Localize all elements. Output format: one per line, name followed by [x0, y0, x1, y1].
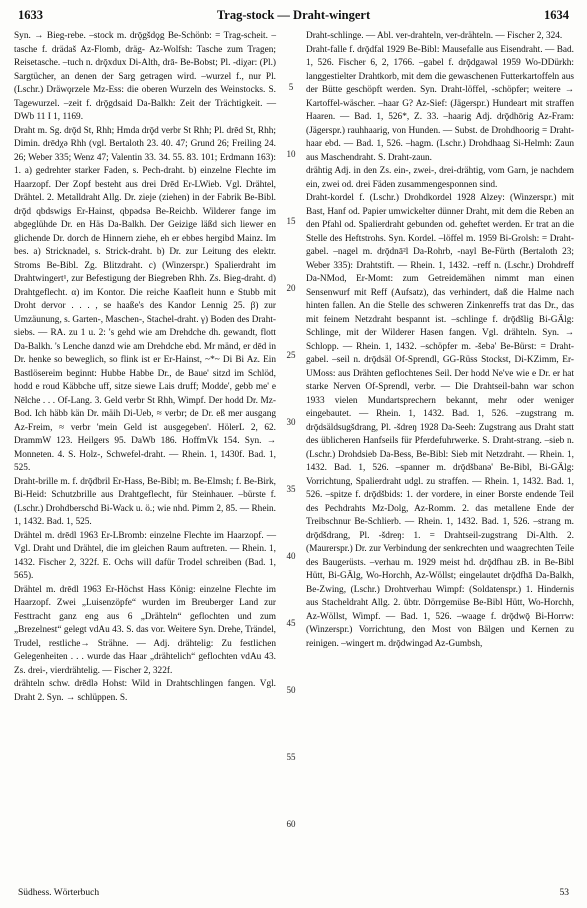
right-page-number: 1634 — [544, 8, 569, 22]
line-number: 40 — [286, 551, 296, 561]
entry-paragraph: Syn. → Bieg-rebe. –stock m. drǭgšdǫg Be-Schönb: = Trag-scheit. –tasche f. drädaš Az-Flomb, dräg- Az-Wolfsh: Tasche zum Tragen; Reisetasche. –tuch n. drǭxdux Di-Alth, drā- Be-Bobst; Pl. -diχǝr: (Pl.) Sargtücher, an denen der Sarg getragen wird. –wurzel f., nur Pl. (Lschr.) Dräwǫrzele Mz-Ess: die oberen Wurzeln des Weinstocks. S. Tagewurzel. –zeit f. drǭgdsaid Da-Balkh: Zeit der Trächtigkeit. — DWb 11 I 1, 1169. — [14, 31, 276, 122]
line-number: 20 — [286, 283, 296, 293]
line-number: 5 — [288, 82, 294, 92]
entry-paragraph: drähtig Adj. in den Zs. ein-, zwei-, drei-drähtig, vom Garn, je nachdem ein, zwei od. drei Fäden zusammengesponnen sind. — [306, 166, 574, 190]
footer-publication: Südhess. Wörterbuch — [18, 888, 100, 898]
header-title: Trag-stock — Draht-wingert — [216, 8, 371, 22]
entry-paragraph: Draht-falle f. drǭdfal 1929 Be-Bibl: Mausefalle aus Eisendraht. — Bad. 1, 526. Fischer 6, 2, 1766. –gabel f. drǭdgawǝl 1959 Wo-DDürkh: langgestielter Drahtkorb, mit dem die gewaschenen Futterkartoffeln aus der Bütte geschöpft werden. Syn. Draht-löffel, -schöpfer; weitere → Kartoffel-wäscher. –haar G? Az-Sief: (Jägerspr.) Hundeart mit straffen Haaren. — Bad. 1, 526*, Z. 33. –haarig Adj. drǭdhōrig Az-Fram: (Jägerspr.) rauhhaarig, von Hunden. — Subst. de Drohdhoorig = Draht-haar ebd. — Bad. 1, 526. –hagm. (Lschr.) Drohdhaag Si-Helmh: Zaun aus Maschendraht. S. Draht-zaun. — [306, 44, 574, 163]
line-number: 15 — [286, 216, 296, 226]
entry-paragraph: Draht m. Sg. drǭd St, Rhh; Hmda drǭd verbr St Rhh; Pl. drēd St, Rhh; Dimin. drēdχǝ Rhh (vgl. Bertaloth 23. 40. 47; Grund 26; Freiling 24. 26; Weber 335; Wenz 47; Valentin 33. 34. 55. 83. 101; Erdmann 163): 1. a) gedrehter starker Faden, s. Pech-draht. b) einzelne Flechte im Haarzopf. Der Zopf besteht aus drei Drēd Er-LWieb. Vgl. Drähtel, Drähtel. 2. Metalldraht Allg. Dr. zieje (ziehen) in der Fabrik Be-Bibl. drǭd qbdswigs Er-Hainst, qbpǝdsǝ Be-Reichb. Wilderer fange im abgeglühde Dr. en Häs Da-Balkh. Der Geizige läßd sich liewer en glichende Dr. dorch de Hinnern ziehe, eh er ebbes hergibd Mainz. Im bes. a) Stricknadel, s. Strick-draht. b) Dr. zur Leitung des elektr. Stroms Be-Bibl. Zg. Blitzdraht. c) (Winzerspr.) Spalierdraht im Drahtwingert¹, zur Befestigung der Biegreben Rhh. Zs. Bieg-draht. d) Drahtgeflecht. α) im Kontor. Die reiche Kaafleit hunn e Stubb mit Droht dervor . . . , se haaße's des Kandor Lennig 25. β) zur Umzäunung, s. Garten-, Maschen-, Stachel-draht. γ) Boden des Draht-siebs. — RA. zu 1 u. 2: 's gehd wie am Drehdche dh. gewandt, flott Da-Balkh. 's Lenche danzd wie am Drehdche ebd. Mr mänd, er dēd in Dr. henke so beweglich, so flink ist er Er-Hainst, ~*~ Di Bi Az. Ein Bastlösereim beginnt: Hubbe Habbe Dr., de Baue' sitzd im Schlöd, hodd e roud Käbbche uff, sitze siewe Lais druff; Modde', gebb me' e Nēlche . . . Of-Lang. 3. Geld verbr St Rhh, Wimpf. Der hodd Dr. Mz-Bod. Ich häbb kän Dr. mäih Di-Ueb, ≈ verbr; de Dr. eß mer ausgang Az-Freim, ≈ verbr 'mein Geld ist ausgegeben'. HölerL 2, 62. DrammW 123. Heilgers 95. DaWb 186. HoffmVk 154. Syn. → Monneten. 4. S. Holz-, Schwefel-draht. — Rhein. 1, 1430f. Bad. 1, 525. — [14, 125, 277, 473]
entry-paragraph: Draht-kordel f. (Lschr.) Drohdkordel 1928 Alzey: (Winzerspr.) mit Bast, Hanf od. Papier umwickelter dünner Draht, mit dem die Reben an den Pfahl od. Spalierdraht gebunden od. geheftet werden. Er trat an die Stelle des Heftstrohs. Syn. Kordel. –löffel m. 1959 Bi-Grolsh: = Draht-gabel. –nagel m. drǭdnā²l Da-Rohrb, -nayl Be-Fürth (Bertaloth 23; Weber 335): Drahtstift. — Rhein. 1, 1432. –reff n. (Lschr.) Drohdreff Da-NMod, Er-Momt: zum Getreidemähen nimmt man einen Sensenwurf mit Reff (Aufsatz), das verhindert, daß die Halme nach hinten fallen. An die Stelle des schweren Zinkenreffs trat das Dr., das mit feinem Netzdraht bespannt ist. –schlinge f. drǭdšlig Bi-GÄlg: Schlinge, mit der Wilderer Hasen fangen. Vgl. drähteln. Syn. → Schlopp. — Rhein. 1, 1432. –schöpfer m. -šebǝ' Be-Bürst: = Draht-gabel. –seil n. drǭdsäl Of-Sprendl, GG-Rüss Stockst, Di-KZimm, Er-UMoss: aus Drähten geflochtenes Seil. Der hodd Ne've wie e Dr. er hat starke Nerven Of-Sprendl, verbr. — Die Drahtseil-bahn war schon 1933 vielen Mundartsprechern bekannt, mehr oder weniger eingebautet. — Rhein. 1, 1432. Bad. 1, 526. –zugstrang m. drǭdsäldsugšdrang, Pl. -šdreŋ 1928 Da-Seeh: Zugstrang aus Draht statt des üblicheren Hanfseils für Pferdefuhrwerke. S. Draht-strang. –sieb n. (Lschr.) Drohdsieb Da-Bess, Be-Bibl: Sieb mit Netzdraht. — Rhein. 1, 1432. Bad. 1, 526. –spanner m. drǭdšbanǝ' Be-Bibl, Bi-GÄlg: Vorrichtung, Spalierdraht udgl. zu straffen. — Rhein. 1, 1432. Bad. 1, 526. –spitze f. drǭdšbids: 1. der vordere, in einer Borste endende Teil des Pechdrahts Mz-Dolg, Az-Romm. 2. das metallene Ende der Treibschnur Be-Schlierb. — Rhein. 1, 1432. Bad. 1, 526. –strang m. drǭdšdrang, Pl. -šdreŋ: 1. = Drahtseil-zugstrang Di-Alth. 2. (Maurerspr.) Dr. zur Verbindung der senkrechten und waagrechten Teile des Baugerüsts. –verhau m. 1929 meist hd. drǭdfhau zB. in Be-Bibl Hütt, Bi-GÄlg, Wo-Horchh, Az-Wöllst; eingelautet drǭdfhā Da-Balkh, Be-Zwing, (Lschr.) Drohtverhau Wimpf: (Soldatenspr.) 1. Hindernis aus Stacheldraht Allg. 2. übtr. Dörrgemüse Be-Bibl Hütt, Wo-Horchh, Az-Wöllst, Wimpf. — Bad. 1, 526. –waage f. drǭdwǭ Bi-Horrw: (Winzerspr.) Vorrichtung, den Most von Bälgen und Kernen zu reinigen. –wingert m. drǭdwingǝd Az-Gumbsh, — [306, 193, 574, 649]
page-footer — [18, 888, 569, 902]
line-number: 25 — [286, 350, 296, 360]
line-number: 30 — [286, 417, 296, 427]
entry-paragraph: Draht-brille m. f. drǭdbril Er-Hass, Be-Bibl; m. Be-Elmsh; f. Be-Birk, Bi-Heid: Schutzbrille aus Drahtgeflecht, für Steinhauer. –bürste f. (Lschr.) Drohdberschd Bi-Wack u. ö.; wie nhd. Pimm 2, 85. — Rhein. 1, 1432. Bad. 1, 525. — [14, 476, 276, 527]
footer-page-number: 53 — [559, 888, 569, 898]
entry-paragraph: Drähtel m. drēdl 1963 Er-LBromb: einzelne Flechte im Haarzopf. — Vgl. Draht und Drähtel, die im gleichen Raum auftreten. — Rhein. 1, 1432. Fischer 2, 322f. E. Ochs will dafür Trodel schreiben (Bad. 1, 565). — [14, 530, 276, 581]
entry-paragraph: drähteln schw. drēdlǝ Hohst: Wild in Drahtschlingen fangen. Vgl. Draht 2. Syn. → schlüppen. S. — [14, 679, 276, 703]
left-column — [14, 30, 276, 705]
line-number: 55 — [286, 752, 296, 762]
line-number: 10 — [286, 149, 296, 159]
right-column — [306, 30, 574, 651]
line-number: 60 — [286, 819, 296, 829]
line-number: 45 — [286, 618, 296, 628]
entry-paragraph: Draht-schlinge. — Abl. ver-drahteln, ver-drähteln. — Fischer 2, 324. — [306, 31, 563, 41]
left-page-number: 1633 — [18, 8, 43, 22]
line-number: 50 — [286, 685, 296, 695]
entry-paragraph: Drähtel m. drēdl 1963 Er-Höchst Hass König: einzelne Flechte im Haarzopf. Zwei „Luisenzöpfe“ wurden im Breuberger Land zur Festtracht ganz eng aus 6 „Drähteln“ geflochten und zum „Brezelnest“ gelegt vdAu 43. S. das vor. Weitere Syn. Drehe, Trändel, Trudel, restliche→ Strähne. — Adj. drähtelig: Zu festlichen Gelegenheiten . . . wurde das Haar „drähtelich“ geflochten vdAu 43. Zs. drei-, vierdrähtelig. — Fischer 2, 322f. — [14, 584, 276, 676]
line-number: 35 — [286, 484, 296, 494]
running-header — [18, 8, 569, 26]
